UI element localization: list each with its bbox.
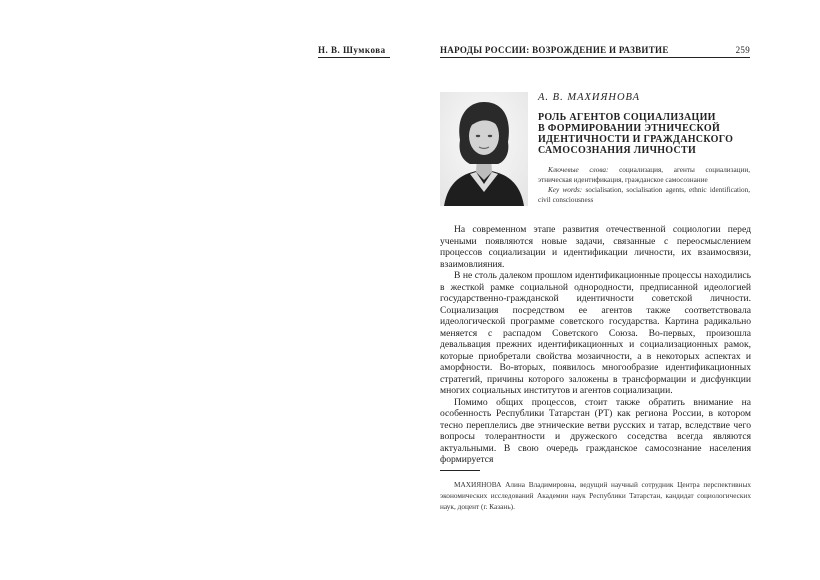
author-footnote (440, 479, 751, 512)
body-paragraph: На современном этапе развития отечественной социологии перед учеными появляются новые задачи, связанные с переосмыслением процессов социализации и идентификации личности, их взаимосвязи, взаимовлияния. (440, 224, 751, 270)
keywords-ru-text: социализация, агенты социализации, этническая идентификация, гражданское самосознание (538, 166, 750, 184)
article-body (440, 224, 751, 466)
title-line: РОЛЬ АГЕНТОВ СОЦИАЛИЗАЦИИ (538, 112, 716, 123)
title-line: ИДЕНТИЧНОСТИ И ГРАЖДАНСКОГО (538, 134, 734, 145)
footnote-text: МАХИЯНОВА Алина Владимировна, ведущий научный сотрудник Центра перспективных экономических исследований Академии наук Республики Татарстан, кандидат социологических наук, доцент (г. Казань). (440, 480, 751, 511)
title-line: САМОСОЗНАНИЯ ЛИЧНОСТИ (538, 145, 697, 156)
keywords-en (538, 185, 750, 205)
author-photo (440, 92, 528, 206)
title-line: В ФОРМИРОВАНИИ ЭТНИЧЕСКОЙ (538, 123, 721, 134)
body-paragraph: В не столь далеком прошлом идентификационные процессы находились в жесткой рамке социальной однородности, предписанной идеологией государственно-гражданской идентичности советской личности. Социализация посредством ее агентов также соответствовала идеологической программе советского государства. Картина радикально меняется с распадом Советского Союза. Во-первых, произошла девальвация прежних идентификационных и социализационных рамок, которые приобретали свойства мозаичности, а в некоторых аспектах и аморфности. Во-вторых, появилось многообразие идентификационных стратегий, причины которого заложены в трансформации и дисфункции многих социальных институтов и агентов социализации. (440, 270, 751, 396)
article-author: А. В. МАХИЯНОВА (538, 92, 640, 103)
header-rule-left (318, 57, 390, 58)
body-paragraph: Помимо общих процессов, стоит также обратить внимание на особенность Республики Татарстан (РТ) как региона России, в котором тесно переплелись две этнические ветви русских и татар, вследствие чего вопросы толерантности и дружеского соседства всегда являются актуальными. В свою очередь гражданское самосознание населения формируется (440, 396, 751, 465)
journal-title: НАРОДЫ РОССИИ: ВОЗРОЖДЕНИЕ И РАЗВИТИЕ (440, 45, 669, 55)
keywords-block (538, 165, 750, 205)
keywords-en-label: Key words: (548, 186, 583, 194)
keywords-ru (538, 165, 750, 185)
keywords-ru-label: Ключевые слова: (548, 166, 609, 174)
footnote-rule (440, 470, 480, 471)
author-portrait-image (440, 92, 528, 206)
running-head-right (440, 45, 750, 55)
running-head-left: Н. В. Шумкова (318, 45, 386, 55)
article-title (538, 112, 753, 156)
header-rule-right (440, 57, 750, 58)
page-number: 259 (735, 45, 750, 55)
keywords-en-text: socialisation, socialisation agents, ethnic identification, civil consciousness (538, 186, 751, 204)
